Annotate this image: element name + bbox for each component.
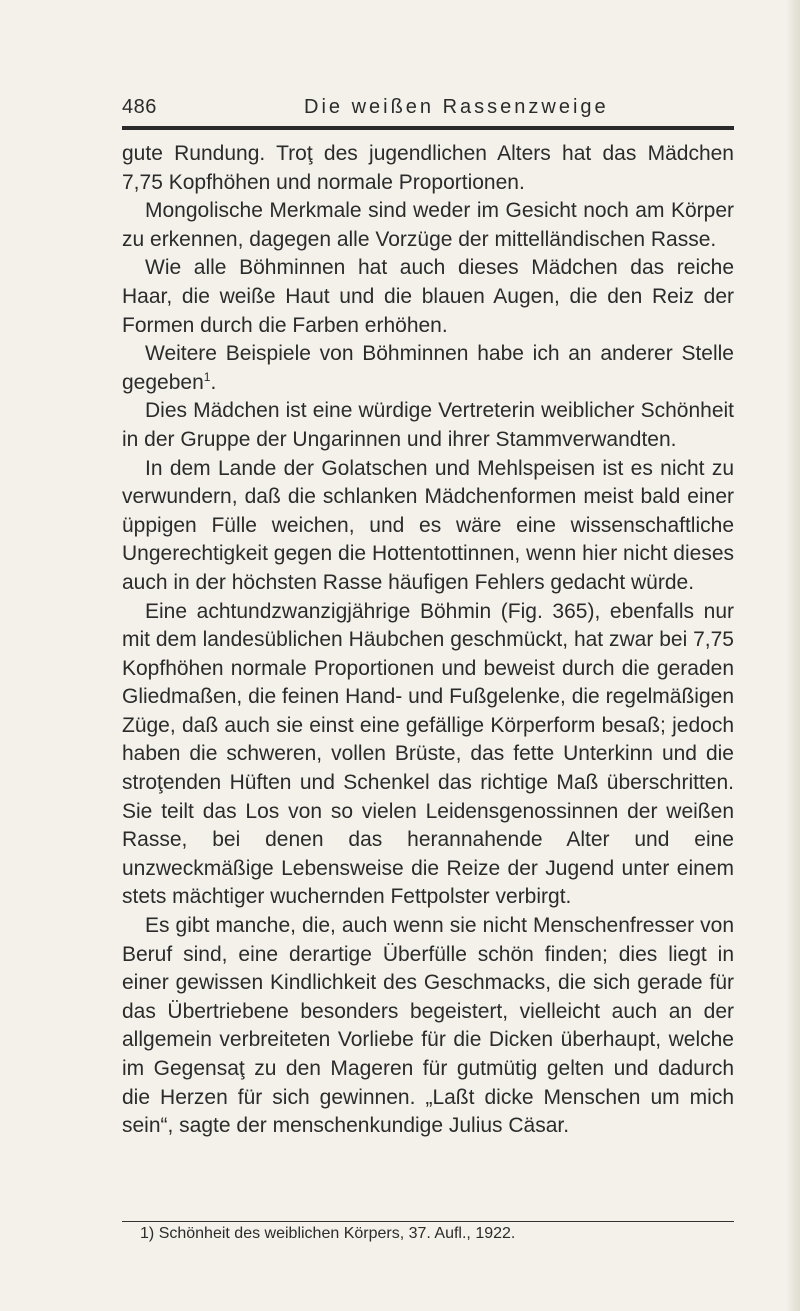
paragraph: Dies Mädchen ist eine würdige Vertreterin weiblicher Schönheit in der Gruppe der Ungarinnen und ihrer Stammverwandten. — [122, 399, 734, 451]
paragraph: Wie alle Böhminnen hat auch dieses Mädchen das reiche Haar, die weiße Haut und die blauen Augen, die den Reiz der Formen durch die Farben erhöhen. — [122, 256, 734, 337]
body-text — [122, 140, 734, 1141]
paragraph: gute Rundung. Troţ des jugendlichen Alters hat das Mädchen 7,75 Kopfhöhen und normale Proportionen. — [122, 142, 734, 194]
page-edge-shadow — [786, 0, 800, 1311]
header-rule — [122, 126, 734, 130]
footnote-rule — [122, 1221, 734, 1222]
footnote-reference: 1 — [203, 369, 211, 384]
paragraph-text: Weitere Beispiele von Böhminnen habe ich an anderer Stelle gegeben — [122, 342, 734, 394]
footnote — [140, 1224, 734, 1244]
paragraph: Es gibt manche, die, auch wenn sie nicht Menschenfresser von Beruf sind, eine derartige Überfülle schön finden; dies liegt in einer gewissen Kindlichkeit des Geschmacks, die sich gerade für das Übertriebene besonders begeistert, vielleicht auch an der allgemein verbreiteten Vorliebe für die Dicken überhaupt, welche im Gegensaţ zu den Mageren für gutmütig gelten und dadurch die Herzen für sich gewinnen. „Laßt dicke Menschen um mich sein“, sagte der menschenkundige Julius Cäsar. — [122, 914, 734, 1138]
footnote-marker: 1) — [140, 1225, 155, 1242]
paragraph-end-punctuation: . — [210, 370, 217, 394]
paragraph: In dem Lande der Golatschen und Mehlspeisen ist es nicht zu verwundern, daß die schlanken Mädchenformen meist bald einer üppigen Fülle weichen, und es wäre eine wissenschaftliche Ungerechtigkeit gegen die Hottentottinnen, wenn hier nicht dieses auch in der höchsten Rasse häufigen Fehlers gedacht würde. — [122, 456, 734, 594]
page-header — [122, 96, 740, 126]
footnote-text: Schönheit des weiblichen Körpers, 37. Aufl., 1922. — [158, 1225, 516, 1242]
page-number: 486 — [122, 96, 157, 118]
paragraph-with-footnote — [122, 340, 734, 397]
running-title: Die weißen Rassenzweige — [304, 96, 609, 118]
paragraph: Mongolische Merkmale sind weder im Gesicht noch am Körper zu erkennen, dagegen alle Vorzüge der mittelländischen Rasse. — [122, 199, 734, 251]
paragraph: Eine achtundzwanzigjährige Böhmin (Fig. 365), ebenfalls nur mit dem landesüblichen Häubchen geschmückt, hat zwar bei 7,75 Kopfhöhen normale Proportionen und beweist durch die geraden Gliedmaßen, die feinen Hand- und Fußgelenke, die regelmäßigen Züge, daß auch sie einst eine gefällige Körperform besaß; jedoch haben die schweren, vollen Brüste, das fette Unterkinn und die stroţenden Hüften und Schenkel das richtige Maß überschritten. Sie teilt das Los von so vielen Leidensgenossinnen der weißen Rasse, bei denen das herannahende Alter und eine unzweckmäßige Lebensweise die Reize der Jugend unter einem stets mächtiger wuchernden Fettpolster verbirgt. — [122, 599, 734, 909]
